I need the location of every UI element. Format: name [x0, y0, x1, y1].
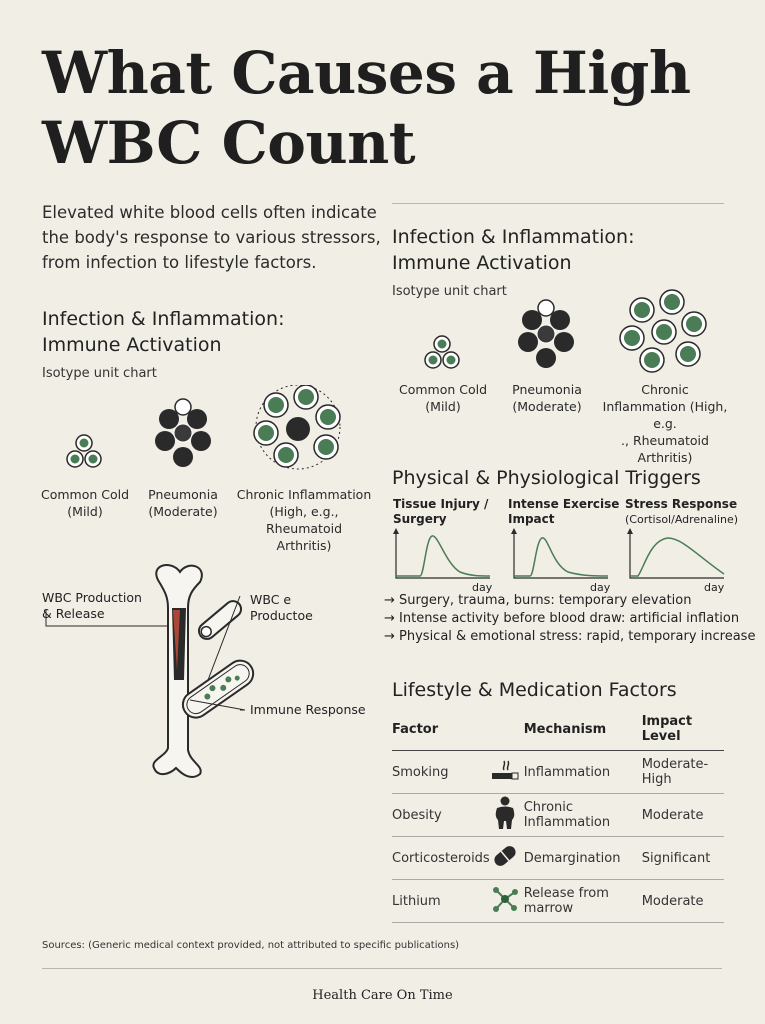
column-header-mechanism: Mechanism: [524, 710, 642, 751]
list-item: → Intense activity before blood draw: artificial inflation: [384, 611, 740, 626]
cell-clusters-left: [40, 385, 370, 480]
trigger-xlabel-stress: day: [704, 581, 725, 594]
section-title-line1: Infection & Inflammation:: [42, 308, 285, 330]
factor-cell: Corticosteroids: [392, 837, 490, 880]
cell-cluster-mild: [67, 435, 101, 467]
trigger-charts: [390, 528, 730, 596]
trigger-chart-exercise: [511, 528, 608, 578]
trigger-bullets: [384, 592, 755, 646]
impact-cell: Moderate: [642, 794, 724, 837]
sources-note: Sources: (Generic medical context provided, not attributed to specific publications): [42, 940, 460, 951]
table-row: [392, 794, 724, 837]
label-wbc-production: WBC е Productoe: [250, 592, 313, 623]
impact-cell: Moderate: [642, 880, 724, 923]
cell-cluster-mild: [425, 336, 459, 368]
list-item: → Surgery, trauma, burns: temporary elevation: [384, 593, 692, 608]
footer-brand: Health Care On Time: [312, 988, 453, 1003]
section-subtitle: Isotype unit chart: [42, 366, 157, 381]
cell-label-high: Chronic Inflammation (High, e.g., Rheumatoid Arthritis): [236, 487, 372, 553]
molecule-icon: [490, 884, 520, 914]
trigger-xlabel-tissue: day: [472, 581, 493, 594]
person-icon: [490, 796, 520, 830]
cell-label-mild: Common Cold (Mild): [398, 382, 488, 414]
intro-text: Elevated white blood cells often indicate the body's response to various stressors, from infection to lifestyle factors.: [42, 203, 381, 272]
mechanism-cell: Release from marrow: [524, 880, 642, 923]
title-divider: [392, 203, 724, 204]
lifestyle-table: [392, 710, 724, 923]
pill-icon: [490, 842, 520, 870]
column-header-factor: Factor: [392, 710, 490, 751]
mechanism-cell: Chronic Inflammation: [524, 794, 642, 837]
cell-label-mild: Common Cold (Mild): [40, 487, 130, 519]
factor-cell: Obesity: [392, 794, 490, 837]
table-row: [392, 837, 724, 880]
trigger-chart-stress: [627, 528, 724, 578]
section-title-line1: Infection & Inflammation:: [392, 226, 635, 248]
section-subtitle: Isotype unit chart: [392, 284, 507, 299]
cell-label-high: Chronic Inflammation (High, e.g. ., Rheumatoid Arthritis): [602, 382, 728, 465]
mechanism-cell: Inflammation: [523, 764, 611, 780]
cell-cluster-moderate: [155, 399, 211, 467]
cell-cluster-high: [620, 290, 706, 372]
column-header-impact: Impact Level: [642, 710, 724, 751]
footer-divider: [42, 968, 722, 969]
impact-cell: Moderate-High: [642, 751, 724, 794]
list-item: → Physical & emotional stress: rapid, temporary increase: [384, 629, 756, 644]
label-wbc-production-release: WBC Production & Release: [42, 590, 142, 621]
section-title-line2: Immune Activation: [392, 252, 572, 274]
trigger-chart-tissue: [393, 528, 490, 578]
table-row: [392, 880, 724, 923]
page-title: What Causes a High WBC Count: [42, 39, 691, 177]
factor-cell: Smoking: [392, 751, 490, 794]
mechanism-cell: Demargination: [523, 850, 621, 866]
label-immune-response: Immune Response: [250, 702, 366, 717]
infection-section-left: [42, 306, 362, 381]
cell-label-moderate: Pneumonia (Moderate): [148, 487, 218, 519]
trigger-xlabel-exercise: day: [590, 581, 611, 594]
triggers-title: Physical & Physiological Triggers: [392, 467, 701, 489]
factor-cell: Lithium: [392, 880, 490, 923]
cell-label-moderate: Pneumonia (Moderate): [512, 382, 582, 414]
table-row: [392, 751, 724, 794]
cell-clusters-right: [392, 288, 732, 383]
lifestyle-title: Lifestyle & Medication Factors: [392, 679, 677, 701]
cell-cluster-moderate: [518, 300, 574, 368]
column-header-icon: [490, 710, 524, 751]
cigarette-icon: [490, 757, 520, 783]
section-title-line2: Immune Activation: [42, 334, 222, 356]
trigger-title-stress: Stress Response (Cortisol/Adrenaline): [625, 497, 739, 526]
impact-cell: Significant: [642, 837, 724, 880]
cell-cluster-high: [254, 385, 340, 469]
trigger-title-tissue: Tissue Injury / Surgery: [393, 497, 489, 526]
trigger-title-exercise: Intense Exercise Impact: [508, 497, 620, 526]
